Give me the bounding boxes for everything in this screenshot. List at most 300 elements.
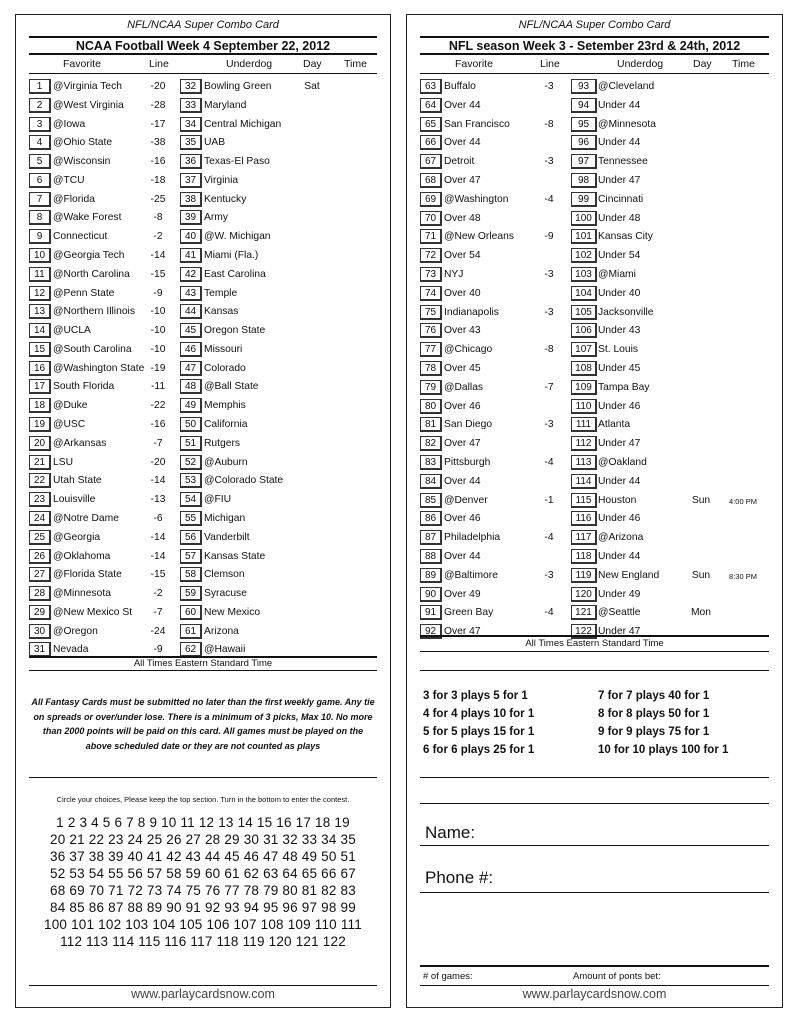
favorite-pick-number[interactable]: 71	[420, 229, 442, 244]
underdog-pick-number[interactable]: 118	[571, 549, 597, 564]
game-row	[16, 153, 390, 171]
favorite-team: @Oregon	[53, 625, 98, 637]
underdog-pick-number[interactable]: 56	[180, 530, 202, 545]
underdog-pick-number[interactable]: 62	[180, 642, 202, 657]
underdog-pick-number[interactable]: 122	[571, 624, 597, 639]
game-row	[407, 416, 782, 434]
underdog-pick-number[interactable]: 37	[180, 173, 202, 188]
game-row	[16, 623, 390, 641]
underdog-pick-number[interactable]: 33	[180, 98, 202, 113]
favorite-pick-number[interactable]: 67	[420, 154, 442, 169]
payout-rule	[420, 803, 769, 804]
favorite-team: @Georgia Tech	[53, 250, 125, 262]
pick-number-row: 36 37 38 39 40 41 42 43 44 45 46 47 48 49 50 51	[50, 849, 356, 864]
underdog-pick-number[interactable]: 96	[571, 135, 597, 150]
underdog-pick-number[interactable]: 34	[180, 117, 202, 132]
favorite-pick-number[interactable]: 23	[29, 492, 51, 507]
favorite-pick-number[interactable]: 5	[29, 154, 51, 169]
underdog-pick-number[interactable]: 48	[180, 379, 202, 394]
favorite-pick-number[interactable]: 13	[29, 304, 51, 319]
favorite-team: @Arkansas	[53, 437, 107, 449]
spread-line: -4	[544, 193, 554, 205]
favorite-pick-number[interactable]: 24	[29, 511, 51, 526]
favorite-team: NYJ	[444, 269, 464, 280]
spread-line: -14	[150, 550, 166, 562]
favorite-pick-number[interactable]: 19	[29, 417, 51, 432]
underdog-team: Under 49	[598, 588, 641, 600]
header-divider	[29, 73, 377, 74]
favorite-pick-number[interactable]: 80	[420, 399, 442, 414]
favorite-pick-number[interactable]: 16	[29, 361, 51, 376]
favorite-pick-number[interactable]: 77	[420, 342, 442, 357]
underdog-team: Michigan	[204, 512, 246, 524]
underdog-pick-number[interactable]: 100	[571, 211, 597, 226]
pick-number-row: 68 69 70 71 72 73 74 75 76 77 78 79 80 81 82 83	[50, 883, 356, 898]
favorite-team: @North Carolina	[53, 268, 130, 280]
favorite-pick-number[interactable]: 64	[420, 98, 442, 113]
favorite-pick-number[interactable]: 15	[29, 342, 51, 357]
pick-number-row: 52 53 54 55 56 57 58 59 60 61 62 63 64 65 66 67	[50, 866, 356, 881]
underdog-pick-number[interactable]: 35	[180, 135, 202, 150]
favorite-pick-number[interactable]: 4	[29, 135, 51, 150]
game-row	[407, 341, 782, 359]
payout-item: 10 for 10 plays 100 for 1	[598, 744, 729, 756]
game-row	[16, 209, 390, 227]
underdog-pick-number[interactable]: 109	[571, 380, 597, 395]
time-header: Time	[732, 58, 755, 70]
underdog-pick-number[interactable]: 61	[180, 624, 202, 639]
favorite-team: @South Carolina	[53, 343, 132, 355]
favorite-pick-number[interactable]: 69	[420, 192, 442, 207]
game-row	[407, 510, 782, 528]
favorite-team: Pittsburgh	[444, 457, 491, 468]
payout-item: 5 for 5 plays 15 for 1	[423, 726, 535, 738]
favorite-pick-number[interactable]: 3	[29, 117, 51, 132]
spread-line: -7	[153, 437, 163, 449]
footer-url[interactable]: www.parlaycardsnow.com	[522, 987, 667, 1001]
favorite-pick-number[interactable]: 72	[420, 248, 442, 263]
underdog-pick-number[interactable]: 59	[180, 586, 202, 601]
underdog-pick-number[interactable]: 36	[180, 154, 202, 169]
game-day: Mon	[690, 607, 712, 619]
timezone-rule	[29, 670, 377, 671]
game-row	[407, 78, 782, 96]
spread-line: -9	[153, 644, 163, 656]
favorite-pick-number[interactable]: 21	[29, 455, 51, 470]
underdog-team: Under 44	[598, 137, 641, 149]
contest-rules: All Fantasy Cards must be submitted no later than the first weekly game. Any tie on spreads or over/under lose. There is a minimum of 3 picks, Max 10. No more than 2000 points will be paid on this card. All games must be played on the above scheduled date or they are not counted as plays	[31, 697, 375, 751]
game-row	[407, 454, 782, 472]
underdog-team: Atlanta	[598, 419, 631, 431]
favorite-team: @USC	[53, 419, 86, 431]
favorite-team: Philadelphia	[444, 532, 501, 544]
favorite-team: Over 44	[444, 475, 481, 487]
table-bottom-rule	[420, 635, 769, 637]
payout-item: 7 for 7 plays 40 for 1	[598, 690, 710, 702]
favorite-pick-number[interactable]: 6	[29, 173, 51, 188]
underdog-pick-number[interactable]: 94	[571, 98, 597, 113]
favorite-pick-number[interactable]: 92	[420, 624, 442, 639]
spread-line: -7	[153, 606, 163, 618]
underdog-team: Rutgers	[204, 437, 241, 449]
favorite-pick-number[interactable]: 90	[420, 587, 442, 602]
game-row	[16, 529, 390, 547]
game-row	[16, 566, 390, 584]
underdog-team: Under 40	[598, 287, 641, 299]
game-row	[407, 228, 782, 246]
card-brand: NFL/NCAA Super Combo Card	[127, 19, 279, 31]
game-row	[16, 416, 390, 434]
favorite-pick-number[interactable]: 28	[29, 586, 51, 601]
underdog-team: Houston	[598, 494, 637, 506]
underdog-team: Kansas City	[598, 231, 653, 243]
favorite-team: Louisville	[53, 494, 96, 506]
underdog-pick-number[interactable]: 39	[180, 210, 202, 225]
underdog-pick-number[interactable]: 43	[180, 286, 202, 301]
favorite-pick-number[interactable]: 17	[29, 379, 51, 394]
favorite-pick-number[interactable]: 65	[420, 117, 442, 132]
favorite-pick-number[interactable]: 87	[420, 530, 442, 545]
spread-line: -24	[150, 625, 166, 637]
spread-line: -3	[544, 156, 554, 168]
underdog-pick-number[interactable]: 54	[180, 492, 202, 507]
underdog-pick-number[interactable]: 120	[571, 587, 597, 602]
underdog-pick-number[interactable]: 114	[571, 474, 597, 489]
underdog-pick-number[interactable]: 113	[571, 455, 597, 470]
underdog-team: Under 47	[598, 626, 641, 638]
favorite-pick-number[interactable]: 11	[29, 267, 51, 282]
games-count-label: # of games:	[423, 971, 473, 982]
underdog-pick-number[interactable]: 116	[571, 511, 597, 526]
underdog-team: Tennessee	[598, 156, 648, 168]
favorite-pick-number[interactable]: 82	[420, 436, 442, 451]
favorite-pick-number[interactable]: 31	[29, 642, 51, 657]
favorite-team: Over 47	[444, 626, 481, 638]
favorite-team: Over 40	[444, 287, 481, 299]
spread-line: -4	[544, 532, 554, 544]
underdog-pick-number[interactable]: 46	[180, 342, 202, 357]
favorite-team: Over 54	[444, 250, 481, 262]
spread-line: -2	[153, 231, 163, 243]
favorite-pick-number[interactable]: 27	[29, 567, 51, 582]
underdog-team: East Carolina	[204, 268, 266, 280]
underdog-pick-number[interactable]: 52	[180, 455, 202, 470]
underdog-header: Underdog	[617, 58, 664, 70]
favorite-pick-number[interactable]: 91	[420, 605, 442, 620]
underdog-pick-number[interactable]: 95	[571, 117, 597, 132]
game-row	[16, 454, 390, 472]
underdog-pick-number[interactable]: 115	[571, 493, 597, 508]
underdog-team: @Ball State	[204, 381, 259, 393]
favorite-team: @Minnesota	[53, 588, 111, 600]
name-field-line[interactable]	[420, 845, 769, 846]
underdog-team: Colorado	[204, 362, 246, 374]
underdog-team: @FIU	[204, 494, 232, 506]
favorite-pick-number[interactable]: 73	[420, 267, 442, 282]
game-row	[407, 266, 782, 284]
favorite-pick-number[interactable]: 79	[420, 380, 442, 395]
underdog-team: Oregon State	[204, 325, 266, 337]
game-row	[16, 341, 390, 359]
underdog-pick-number[interactable]: 121	[571, 605, 597, 620]
game-row	[407, 548, 782, 566]
underdog-pick-number[interactable]: 102	[571, 248, 597, 263]
favorite-pick-number[interactable]: 9	[29, 229, 51, 244]
favorite-pick-number[interactable]: 18	[29, 398, 51, 413]
favorite-team: Green Bay	[444, 607, 494, 619]
favorite-pick-number[interactable]: 88	[420, 549, 442, 564]
game-row	[16, 397, 390, 415]
day-header: Day	[693, 58, 712, 70]
favorite-team: LSU	[53, 456, 74, 468]
underdog-header: Underdog	[226, 58, 273, 70]
game-row	[407, 116, 782, 134]
underdog-team: Maryland	[204, 99, 247, 111]
underdog-team: Memphis	[204, 400, 246, 412]
underdog-pick-number[interactable]: 57	[180, 549, 202, 564]
game-row	[16, 97, 390, 115]
favorite-pick-number[interactable]: 85	[420, 493, 442, 508]
favorite-pick-number[interactable]: 7	[29, 192, 51, 207]
favorite-team: @Baltimore	[444, 569, 498, 581]
underdog-pick-number[interactable]: 117	[571, 530, 597, 545]
game-row	[407, 586, 782, 604]
favorite-team: @Iowa	[53, 118, 86, 130]
line-header: Line	[540, 58, 560, 70]
game-row	[16, 604, 390, 622]
favorite-pick-number[interactable]: 74	[420, 286, 442, 301]
favorite-team: @Georgia	[53, 531, 101, 543]
game-row	[16, 378, 390, 396]
spread-line: -10	[150, 343, 166, 355]
favorite-team: @Wisconsin	[53, 156, 111, 168]
spread-line: -3	[544, 569, 554, 581]
underdog-team: Under 44	[598, 551, 641, 562]
underdog-team: @Seattle	[598, 607, 641, 619]
favorite-team: @UCLA	[53, 325, 91, 337]
favorite-team: Over 47	[444, 175, 481, 186]
favorite-pick-number[interactable]: 63	[420, 79, 442, 94]
underdog-pick-number[interactable]: 112	[571, 436, 597, 451]
game-row	[16, 116, 390, 134]
underdog-team: California	[204, 419, 248, 431]
underdog-pick-number[interactable]: 97	[571, 154, 597, 169]
underdog-pick-number[interactable]: 101	[571, 229, 597, 244]
favorite-pick-number[interactable]: 10	[29, 248, 51, 263]
favorite-team: South Florida	[53, 381, 115, 393]
favorite-team: Over 43	[444, 325, 481, 337]
underdog-team: Missouri	[204, 343, 243, 355]
payout-item: 8 for 8 plays 50 for 1	[598, 708, 710, 720]
favorite-pick-number[interactable]: 89	[420, 568, 442, 583]
favorite-header: Favorite	[455, 58, 493, 70]
underdog-pick-number[interactable]: 53	[180, 473, 202, 488]
game-row	[407, 172, 782, 190]
game-row	[407, 97, 782, 115]
favorite-pick-number[interactable]: 26	[29, 549, 51, 564]
favorite-pick-number[interactable]: 29	[29, 605, 51, 620]
favorite-pick-number[interactable]: 66	[420, 135, 442, 150]
game-row	[16, 472, 390, 490]
spread-line: -38	[150, 137, 166, 149]
spread-line: -15	[150, 569, 166, 581]
points-bet-label: Amount of ponts bet:	[573, 971, 661, 982]
underdog-team: Vanderbilt	[204, 531, 250, 543]
favorite-team: @Wake Forest	[53, 212, 122, 224]
game-row	[16, 228, 390, 246]
favorite-team: Buffalo	[444, 81, 476, 92]
game-row	[16, 172, 390, 190]
underdog-team: Under 44	[598, 99, 641, 111]
underdog-pick-number[interactable]: 44	[180, 304, 202, 319]
underdog-pick-number[interactable]: 93	[571, 79, 597, 94]
game-row	[407, 492, 782, 510]
underdog-pick-number[interactable]: 45	[180, 323, 202, 338]
game-row	[407, 210, 782, 228]
favorite-team: Over 44	[444, 137, 481, 149]
underdog-pick-number[interactable]: 60	[180, 605, 202, 620]
underdog-pick-number[interactable]: 104	[571, 286, 597, 301]
header-divider	[420, 73, 769, 74]
favorite-pick-number[interactable]: 2	[29, 98, 51, 113]
favorite-pick-number[interactable]: 8	[29, 210, 51, 225]
favorite-team: @Oklahoma	[53, 550, 111, 562]
favorite-pick-number[interactable]: 25	[29, 530, 51, 545]
spread-line: -10	[150, 325, 166, 337]
game-row	[407, 304, 782, 322]
underdog-pick-number[interactable]: 111	[571, 417, 597, 432]
spread-line: -8	[153, 212, 163, 224]
underdog-pick-number[interactable]: 32	[180, 79, 202, 94]
underdog-pick-number[interactable]: 41	[180, 248, 202, 263]
underdog-pick-number[interactable]: 99	[571, 192, 597, 207]
underdog-team: Under 54	[598, 250, 641, 262]
underdog-team: Under 43	[598, 325, 641, 337]
favorite-pick-number[interactable]: 70	[420, 211, 442, 226]
spread-line: -4	[544, 457, 554, 468]
game-row	[407, 398, 782, 416]
payout-item: 9 for 9 plays 75 for 1	[598, 726, 710, 738]
underdog-pick-number[interactable]: 105	[571, 305, 597, 320]
favorite-pick-number[interactable]: 30	[29, 624, 51, 639]
favorite-pick-number[interactable]: 14	[29, 323, 51, 338]
game-row	[16, 285, 390, 303]
circle-instructions: Circle your choices, Please keep the top section. Turn in the bottom to enter the contest.	[56, 795, 350, 804]
favorite-pick-number[interactable]: 22	[29, 473, 51, 488]
spread-line: -16	[150, 156, 166, 168]
spread-line: -6	[153, 512, 163, 524]
underdog-team: Temple	[204, 287, 238, 299]
favorite-pick-number[interactable]: 1	[29, 79, 51, 94]
underdog-pick-number[interactable]: 47	[180, 361, 202, 376]
spread-line: -20	[150, 456, 166, 468]
payout-item: 4 for 4 plays 10 for 1	[423, 708, 535, 720]
underdog-pick-number[interactable]: 108	[571, 361, 597, 376]
underdog-pick-number[interactable]: 50	[180, 417, 202, 432]
underdog-pick-number[interactable]: 110	[571, 399, 597, 414]
nfl-card-panel	[406, 14, 783, 1008]
underdog-pick-number[interactable]: 51	[180, 436, 202, 451]
phone-field-line[interactable]	[420, 892, 769, 893]
underdog-pick-number[interactable]: 55	[180, 511, 202, 526]
favorite-pick-number[interactable]: 12	[29, 286, 51, 301]
spread-line: -19	[150, 362, 166, 374]
favorite-team: @Northern Illinois	[53, 306, 135, 318]
timezone-note: All Times Eastern Standard Time	[133, 658, 273, 669]
favorite-team: @Ohio State	[53, 137, 113, 149]
underdog-team: Arizona	[204, 625, 239, 637]
favorite-pick-number[interactable]: 68	[420, 173, 442, 188]
game-day: Sat	[304, 81, 320, 92]
footer-url[interactable]: www.parlaycardsnow.com	[131, 987, 275, 1001]
underdog-team: Under 48	[598, 212, 641, 224]
favorite-team: @Florida	[53, 193, 95, 205]
game-row	[16, 360, 390, 378]
underdog-team: Kansas	[204, 306, 239, 318]
favorite-pick-number[interactable]: 76	[420, 323, 442, 338]
nfl-week-title: NFL season Week 3 - Setember 23rd & 24th, 2012	[420, 36, 769, 55]
underdog-pick-number[interactable]: 98	[571, 173, 597, 188]
underdog-team: New England	[598, 569, 660, 581]
favorite-pick-number[interactable]: 20	[29, 436, 51, 451]
underdog-team: Miami (Fla.)	[204, 250, 259, 262]
underdog-pick-number[interactable]: 58	[180, 567, 202, 582]
spread-line: -10	[150, 306, 166, 318]
favorite-pick-number[interactable]: 84	[420, 474, 442, 489]
underdog-pick-number[interactable]: 103	[571, 267, 597, 282]
favorite-pick-number[interactable]: 78	[420, 361, 442, 376]
game-row	[16, 266, 390, 284]
name-label: Name:	[425, 823, 476, 842]
underdog-team: @Oakland	[598, 457, 647, 468]
spread-line: -9	[544, 231, 554, 243]
underdog-pick-number[interactable]: 38	[180, 192, 202, 207]
favorite-team: @New Orleans	[444, 231, 514, 243]
spread-line: -2	[153, 588, 163, 600]
favorite-team: @Washington	[444, 193, 509, 205]
game-row	[16, 585, 390, 603]
underdog-team: St. Louis	[598, 344, 639, 356]
underdog-pick-number[interactable]: 107	[571, 342, 597, 357]
underdog-team: Kansas State	[204, 550, 266, 562]
pick-number-row: 100 101 102 103 104 105 106 107 108 109 110 111	[44, 917, 362, 932]
underdog-pick-number[interactable]: 119	[571, 568, 597, 583]
favorite-pick-number[interactable]: 75	[420, 305, 442, 320]
spread-line: -11	[150, 381, 166, 393]
game-row	[407, 473, 782, 491]
favorite-pick-number[interactable]: 83	[420, 455, 442, 470]
game-time: 8:30 PM	[729, 571, 757, 581]
underdog-pick-number[interactable]: 106	[571, 323, 597, 338]
underdog-pick-number[interactable]: 49	[180, 398, 202, 413]
spread-line: -16	[150, 419, 166, 431]
game-row	[16, 548, 390, 566]
favorite-pick-number[interactable]: 81	[420, 417, 442, 432]
card-brand: NFL/NCAA Super Combo Card	[518, 19, 671, 31]
underdog-pick-number[interactable]: 40	[180, 229, 202, 244]
pick-number-row: 20 21 22 23 24 25 26 27 28 29 30 31 32 33 34 35	[50, 832, 356, 847]
underdog-team: Texas-El Paso	[204, 156, 270, 168]
time-header: Time	[344, 58, 367, 70]
favorite-pick-number[interactable]: 86	[420, 511, 442, 526]
payout-item: 6 for 6 plays 25 for 1	[423, 744, 535, 756]
favorite-team: @Chicago	[444, 344, 493, 356]
payout-item: 3 for 3 plays 5 for 1	[423, 690, 528, 702]
underdog-team: Under 47	[598, 438, 641, 450]
favorite-team: @Dallas	[444, 381, 484, 393]
favorite-team: San Francisco	[444, 118, 510, 130]
underdog-pick-number[interactable]: 42	[180, 267, 202, 282]
